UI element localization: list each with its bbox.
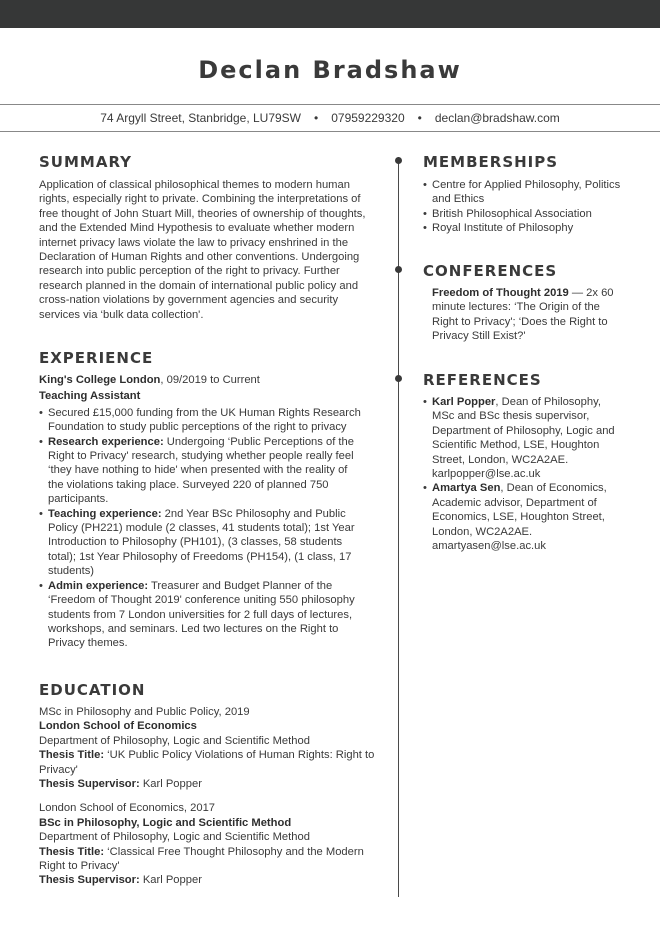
list-item: • Amartya Sen, Dean of Economics, Academic advisor, Department of Economics, LSE, Houghton Street, London, WC2A2AE. amartyasen@lse.ac.uk <box>423 481 623 553</box>
memberships-list <box>423 178 633 236</box>
conferences-section <box>432 286 622 344</box>
list-item: • Royal Institute of Philosophy <box>423 221 633 235</box>
memberships-heading: MEMBERSHIPS <box>423 153 559 171</box>
memberships-section <box>423 178 633 236</box>
list-item: • Research experience: Undergoing ‘Public Perceptions of the Right to Privacy' research, studying whether people really feel ‘they have nothing to hide' when presented with the reality of the violations taking place. Surveyed 220 of planned 750 participants. <box>39 435 363 507</box>
list-item: • Centre for Applied Philosophy, Politics and Ethics <box>423 178 633 207</box>
candidate-name: Declan Bradshaw <box>198 56 462 84</box>
experience-heading: EXPERIENCE <box>39 349 154 367</box>
divider-top <box>0 104 660 105</box>
conference-entry: Freedom of Thought 2019 — 2x 60 minute lectures: ‘The Origin of the Right to Privacy'; ‘Does the Right to Privacy Still Exist?' <box>432 287 614 343</box>
summary-section <box>39 178 379 322</box>
email: declan@bradshaw.com <box>434 111 560 125</box>
employment-dates: , 09/2019 to Current <box>160 374 260 386</box>
list-item: • Admin experience: Treasurer and Budget Planner of the ‘Freedom of Thought 2019' conference uniting 550 philosophy students from 7 London universities for 2 full days of lectures, workshops, and seminars. Led two lectures on the Right to Privacy themes. <box>39 579 363 651</box>
reference-email: amartyasen@lse.ac.uk <box>432 540 546 553</box>
list-item: • British Philosophical Association <box>423 207 633 221</box>
reference-email: karlpopper@lse.ac.uk <box>432 468 541 481</box>
experience-section <box>39 373 379 651</box>
education-heading: EDUCATION <box>39 681 146 699</box>
education-section <box>39 705 379 888</box>
education-entry: MSc in Philosophy and Public Policy, 2019 London School of Economics Department of Philosophy, Logic and Scientific Method Thesis Title: ‘UK Public Policy Violations of Human Rights: Right to Privacy' Thesis Supervisor: Karl Popper <box>39 706 375 791</box>
employer: King's College London <box>39 374 161 386</box>
job-role: Teaching Assistant <box>39 390 141 403</box>
list-item: • Secured £15,000 funding from the UK Human Rights Research Foundation to study public perceptions of the right to privacy <box>39 406 363 435</box>
separator: • <box>417 111 422 125</box>
separator: • <box>314 111 319 125</box>
conferences-heading: CONFERENCES <box>423 262 558 280</box>
phone: 07959229320 <box>331 111 405 125</box>
list-item: • Teaching experience: 2nd Year BSc Philosophy and Public Policy (PH221) module (2 classes, 41 students total); 1st Year Introduction to Philosophy (PH101), (3 classes, 58 students total); 1st Year Philosophy of Freedoms (PH154), (1 class, 17 students) <box>39 507 363 579</box>
experience-employer-line <box>39 373 379 387</box>
references-section <box>423 395 623 553</box>
experience-bullets <box>39 406 363 651</box>
timeline-dot <box>395 375 402 382</box>
address: 74 Argyll Street, Stanbridge, LU79SW <box>100 111 302 125</box>
references-heading: REFERENCES <box>423 371 542 389</box>
top-bar <box>0 0 660 28</box>
timeline-dot <box>395 266 402 273</box>
summary-text: Application of classical philosophical themes to modern human rights, especially right to private. Combining the interpretations of free thought of John Stuart Mill, theories of ownership of thoughts, and the Extended Mind Hypothesis to evaluate whether modern internet privacy laws violate the law to privacy enshrined in the Declaration of Human Rights and other conventions. Undergoing research into public perception of the right to privacy. Further research planned in the domain of international public policy and cross-nation violations by government agencies and security services via ‘bulk data collection'. <box>39 179 366 321</box>
divider-bottom <box>0 131 660 132</box>
summary-heading: SUMMARY <box>39 153 133 171</box>
list-item: • Karl Popper, Dean of Philosophy, MSc and BSc thesis supervisor, Department of Philosophy, Logic and Scientific Method, LSE, Houghton Street, London, WC2A2AE. karlpopper@lse.ac.uk <box>423 395 623 481</box>
references-list <box>423 395 623 553</box>
contact-line <box>0 111 660 125</box>
timeline-dot <box>395 157 402 164</box>
education-entry: London School of Economics, 2017 BSc in Philosophy, Logic and Scientific Method Department of Philosophy, Logic and Scientific Method Thesis Title: ‘Classical Free Thought Philosophy and the Modern Right to Privacy' Thesis Supervisor: Karl Popper <box>39 802 364 887</box>
